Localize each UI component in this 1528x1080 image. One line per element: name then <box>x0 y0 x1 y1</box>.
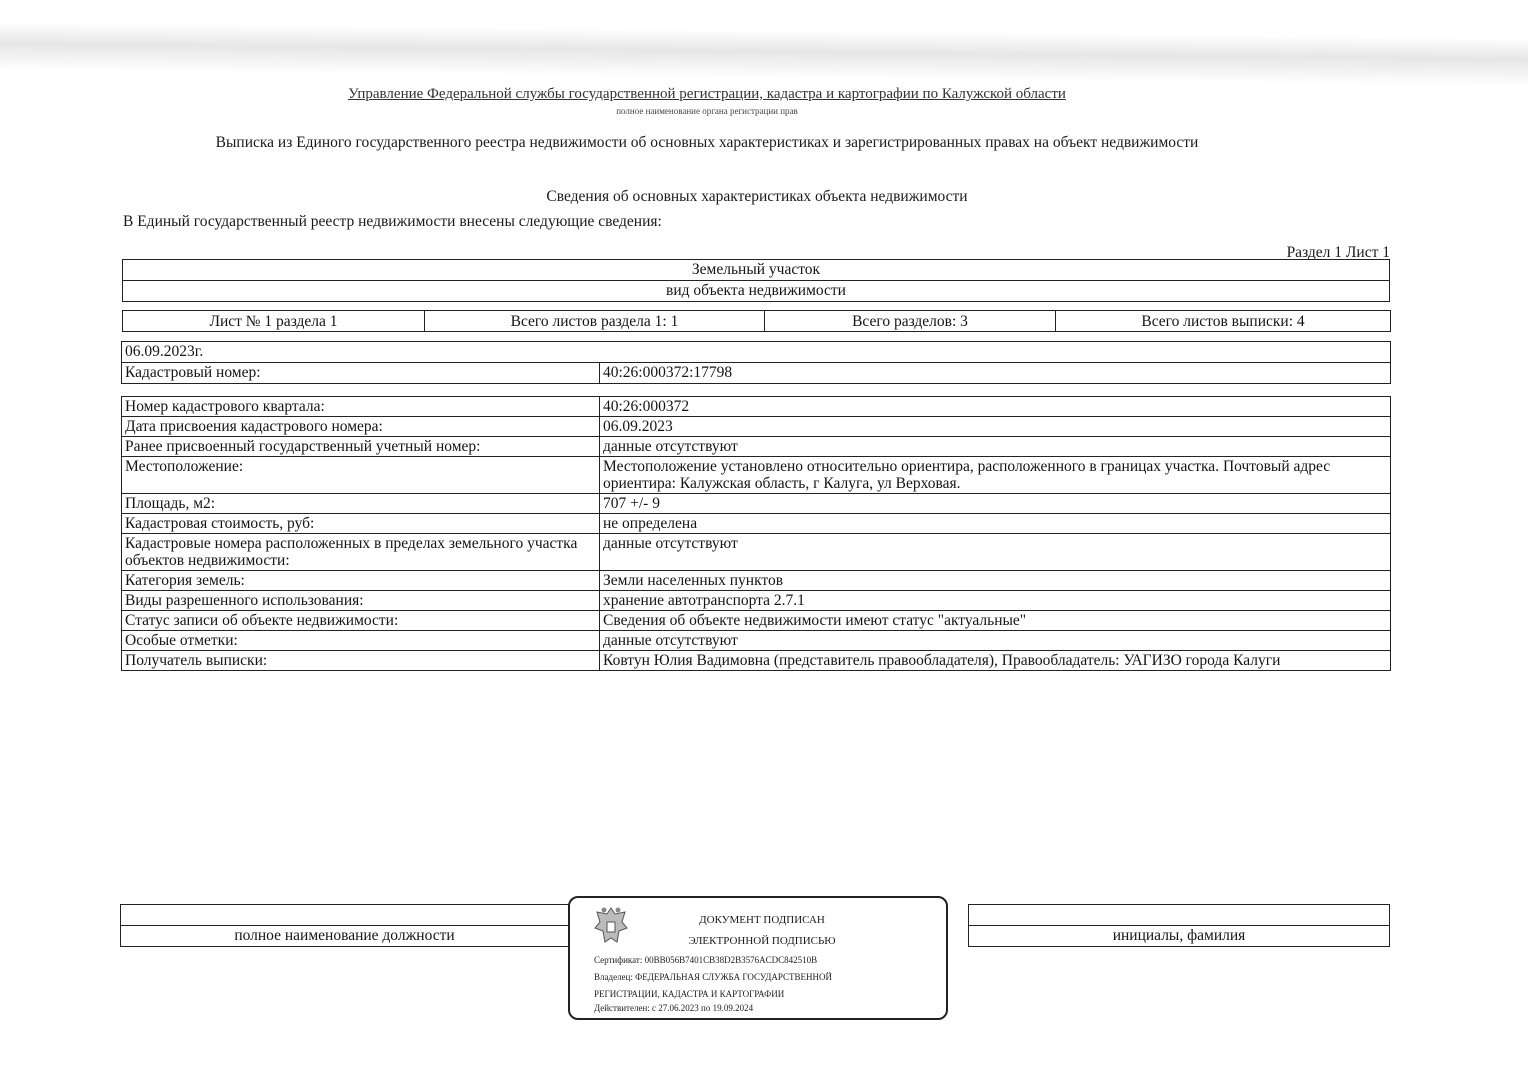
date-cadastral-table <box>121 341 1391 384</box>
row-label: Кадастровая стоимость, руб: <box>122 514 600 534</box>
total-sheets-section: Всего листов раздела 1: 1 <box>425 311 765 332</box>
row-value: Ковтун Юлия Вадимовна (представитель правообладателя), Правообладатель: УАГИЗО города Калуги <box>600 651 1391 671</box>
intro-text: В Единый государственный реестр недвижимости внесены следующие сведения: <box>123 213 662 230</box>
row-value: 40:26:000372 <box>600 397 1391 417</box>
table-row <box>122 417 1391 437</box>
object-type: Земельный участок <box>123 260 1390 281</box>
coat-of-arms-icon <box>592 904 630 950</box>
row-label: Кадастровые номера расположенных в пределах земельного участка объектов недвижимости: <box>122 534 600 571</box>
table-row <box>122 631 1391 651</box>
stamp-title-line1: ДОКУМЕНТ ПОДПИСАН <box>699 914 825 926</box>
row-value: данные отсутствуют <box>600 437 1391 457</box>
row-label: Ранее присвоенный государственный учетный номер: <box>122 437 600 457</box>
row-label: Виды разрешенного использования: <box>122 591 600 611</box>
total-sheets-extract: Всего листов выписки: 4 <box>1056 311 1391 332</box>
row-value: Местоположение установлено относительно ориентира, расположенного в границах участка. Почтовый адрес ориентира: Калужская область, г Калуга, ул Верховая. <box>600 457 1391 494</box>
document-title: Выписка из Единого государственного реестра недвижимости об основных характеристиках и зарегистрированных правах на объект недвижимости <box>215 134 1199 151</box>
row-value: 06.09.2023 <box>600 417 1391 437</box>
row-label: Площадь, м2: <box>122 494 600 514</box>
object-type-table <box>122 259 1390 302</box>
stamp-validity: Действителен: с 27.06.2023 по 19.09.2024 <box>594 1003 754 1013</box>
position-field <box>121 905 569 926</box>
electronic-signature-stamp <box>568 896 948 1020</box>
table-row <box>122 494 1391 514</box>
name-caption: инициалы, фамилия <box>969 926 1390 947</box>
authority-name: Управление Федеральной службы государственной регистрации, кадастра и картографии по Калужской области <box>348 86 1066 102</box>
row-label: Получатель выписки: <box>122 651 600 671</box>
table-row <box>122 571 1391 591</box>
row-value: Земли населенных пунктов <box>600 571 1391 591</box>
table-row <box>122 651 1391 671</box>
section-heading: Сведения об основных характеристиках объекта недвижимости <box>546 188 968 205</box>
row-label: Категория земель: <box>122 571 600 591</box>
table-row <box>122 397 1391 417</box>
total-sections: Всего разделов: 3 <box>765 311 1056 332</box>
table-row <box>122 611 1391 631</box>
row-value: не определена <box>600 514 1391 534</box>
row-label: Статус записи об объекте недвижимости: <box>122 611 600 631</box>
table-row <box>122 534 1391 571</box>
row-label: Дата присвоения кадастрового номера: <box>122 417 600 437</box>
cadastral-number-label: Кадастровый номер: <box>122 363 600 384</box>
scan-shadow <box>0 22 1528 86</box>
sheet-info-table <box>122 310 1391 332</box>
row-value: данные отсутствуют <box>600 534 1391 571</box>
authority-caption: полное наименование органа регистрации прав <box>616 106 798 116</box>
row-label: Местоположение: <box>122 457 600 494</box>
characteristics-table <box>121 396 1391 671</box>
row-value: данные отсутствуют <box>600 631 1391 651</box>
row-label: Особые отметки: <box>122 631 600 651</box>
row-value: Сведения об объекте недвижимости имеют статус "актуальные" <box>600 611 1391 631</box>
row-value: 707 +/- 9 <box>600 494 1391 514</box>
cadastral-number-value: 40:26:000372:17798 <box>600 363 1391 384</box>
table-row <box>122 437 1391 457</box>
sheet-number: Лист № 1 раздела 1 <box>123 311 425 332</box>
section-reference: Раздел 1 Лист 1 <box>1286 244 1390 261</box>
row-label: Номер кадастрового квартала: <box>122 397 600 417</box>
stamp-certificate: Сертификат: 00BB056B7401CB38D2B3576ACDC842510B <box>594 955 818 965</box>
position-caption: полное наименование должности <box>121 926 569 947</box>
stamp-owner-continued: РЕГИСТРАЦИИ, КАДАСТРА И КАРТОГРАФИИ <box>594 989 785 999</box>
stamp-title-line2: ЭЛЕКТРОННОЙ ПОДПИСЬЮ <box>688 935 836 947</box>
object-type-caption: вид объекта недвижимости <box>123 281 1390 302</box>
table-row <box>122 591 1391 611</box>
table-row <box>122 457 1391 494</box>
stamp-owner: Владелец: ФЕДЕРАЛЬНАЯ СЛУЖБА ГОСУДАРСТВЕННОЙ <box>594 972 833 982</box>
extract-date: 06.09.2023г. <box>122 342 1391 363</box>
table-row <box>122 514 1391 534</box>
name-field <box>969 905 1390 926</box>
row-value: хранение автотранспорта 2.7.1 <box>600 591 1391 611</box>
